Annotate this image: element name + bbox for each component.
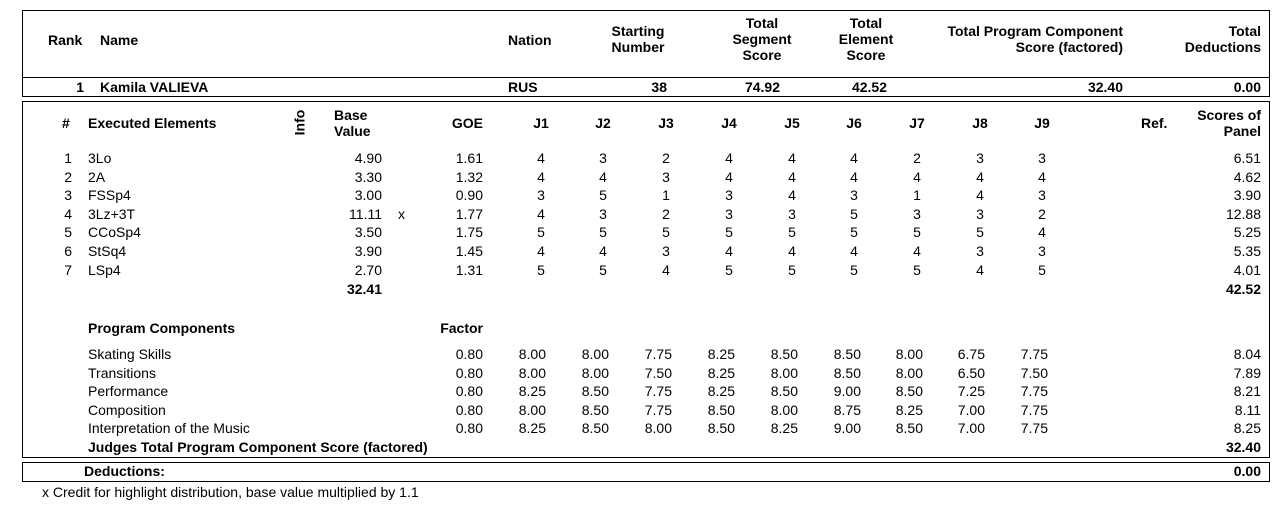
element-judge-score-3: 5 [662,224,670,241]
element-judge-score-3: 1 [662,187,670,204]
component-panel-score: 8.25 [1233,420,1261,437]
element-panel-score: 6.51 [1233,150,1261,166]
skater-total-segment-score: 74.92 [744,79,780,95]
component-judge-score-5: 8.50 [770,383,798,400]
element-judge-score-3: 3 [662,243,670,259]
element-goe: 0.90 [455,187,483,204]
component-factor: 0.80 [455,383,483,400]
element-goe: 1.45 [455,243,483,259]
col-total-element-score-header: Total Element Score [838,15,894,63]
element-judge-score-3: 2 [662,205,670,222]
col-num-header: # [62,115,70,131]
component-judge-score-8: 6.75 [957,346,985,362]
skater-starting-number: 38 [651,79,667,95]
element-num: 5 [64,224,72,241]
element-judge-score-5: 3 [788,205,796,222]
element-judge-score-5: 5 [788,261,796,278]
element-base-value: 3.90 [354,243,382,259]
element-base-value: 4.90 [354,150,382,166]
element-num: 6 [64,243,72,259]
element-judge-score-3: 2 [662,150,670,166]
component-judge-score-5: 8.00 [770,364,798,381]
component-judge-score-4: 8.50 [707,401,735,418]
component-judge-score-8: 6.50 [957,364,985,381]
component-judge-score-5: 8.00 [770,401,798,418]
element-goe: 1.61 [455,150,483,166]
element-judge-score-4: 4 [725,168,733,185]
component-judge-score-3: 7.50 [644,364,672,381]
element-judge-score-2: 5 [599,187,607,204]
component-judge-score-7: 8.50 [895,420,923,437]
element-goe: 1.32 [455,168,483,185]
col-judge-header-1: J1 [533,115,549,131]
elements-total-panel: 42.52 [1225,281,1261,297]
component-judge-score-3: 7.75 [644,401,672,418]
element-judge-score-2: 3 [599,205,607,222]
component-judge-score-1: 8.00 [518,401,546,418]
element-judge-score-2: 4 [599,243,607,259]
col-base-value-header: Base Value [334,107,371,139]
component-factor: 0.80 [455,364,483,381]
element-judge-score-1: 4 [537,205,545,222]
element-judge-score-5: 4 [788,187,796,204]
element-judge-score-1: 4 [537,168,545,185]
component-judge-score-5: 8.50 [770,346,798,362]
col-executed-elements-header: Executed Elements [88,115,217,131]
element-name: CCoSp4 [88,224,141,241]
element-judge-score-8: 3 [976,243,984,259]
element-judge-score-8: 4 [976,187,984,204]
col-judge-header-5: J5 [784,115,800,131]
element-judge-score-7: 4 [913,243,921,259]
element-name: 2A [88,168,106,185]
component-judge-score-2: 8.00 [581,346,609,362]
element-judge-score-5: 4 [788,168,796,185]
element-name: 3Lo [88,150,112,166]
component-factor: 0.80 [455,346,483,362]
component-judge-score-5: 8.25 [770,420,798,437]
element-judge-score-1: 5 [537,224,545,241]
component-judge-score-3: 7.75 [644,346,672,362]
components-total-label: Judges Total Program Component Score (factored) [88,439,428,455]
component-judge-score-4: 8.25 [707,383,735,400]
component-judge-score-7: 8.25 [895,401,923,418]
skater-total-element-score: 42.52 [851,79,887,95]
element-name: 3Lz+3T [88,205,136,222]
element-panel-score: 5.25 [1233,224,1261,241]
footnote: x Credit for highlight distribution, base value multiplied by 1.1 [42,484,419,500]
col-starting-number-header: Starting Number [611,23,665,55]
element-judge-score-1: 4 [537,150,545,166]
element-judge-score-4: 5 [725,224,733,241]
component-judge-score-4: 8.50 [707,420,735,437]
element-goe: 1.31 [455,261,483,278]
components-total-value: 32.40 [1225,439,1261,455]
element-judge-score-7: 1 [913,187,921,204]
element-judge-score-8: 3 [976,205,984,222]
skater-total-pcs: 32.40 [1087,79,1123,95]
component-judge-score-8: 7.25 [957,383,985,400]
component-factor: 0.80 [455,401,483,418]
component-judge-score-6: 8.75 [833,401,861,418]
element-judge-score-7: 3 [913,205,921,222]
component-judge-score-1: 8.00 [518,346,546,362]
element-judge-score-1: 4 [537,243,545,259]
element-judge-score-6: 5 [850,261,858,278]
col-judge-header-8: J8 [972,115,988,131]
element-judge-score-4: 3 [725,187,733,204]
component-judge-score-9: 7.75 [1020,383,1048,400]
component-panel-score: 7.89 [1233,364,1261,381]
col-scores-of-panel-header: Scores of Panel [1197,107,1261,139]
component-judge-score-3: 8.00 [644,420,672,437]
element-name: StSq4 [88,243,127,259]
component-judge-score-6: 8.50 [833,346,861,362]
element-judge-score-4: 4 [725,150,733,166]
element-judge-score-2: 5 [599,224,607,241]
component-judge-score-9: 7.50 [1020,364,1048,381]
element-name: LSp4 [88,261,121,278]
element-judge-score-5: 4 [788,150,796,166]
element-num: 1 [64,150,72,166]
component-judge-score-1: 8.25 [518,383,546,400]
element-base-value: 2.70 [354,261,382,278]
component-judge-score-7: 8.50 [895,383,923,400]
component-judge-score-8: 7.00 [957,420,985,437]
col-judge-header-9: J9 [1034,115,1050,131]
element-judge-score-9: 5 [1038,261,1046,278]
component-judge-score-4: 8.25 [707,364,735,381]
element-judge-score-6: 4 [850,243,858,259]
element-judge-score-5: 5 [788,224,796,241]
elements-total-base-value: 32.41 [346,281,382,297]
element-judge-score-9: 2 [1038,205,1046,222]
element-judge-score-7: 4 [913,168,921,185]
element-judge-score-9: 3 [1038,150,1046,166]
component-judge-score-3: 7.75 [644,383,672,400]
element-judge-score-6: 3 [850,187,858,204]
element-judge-score-4: 3 [725,205,733,222]
component-judge-score-9: 7.75 [1020,346,1048,362]
element-base-value: 3.00 [354,187,382,204]
col-judge-header-4: J4 [721,115,737,131]
component-judge-score-6: 8.50 [833,364,861,381]
component-judge-score-2: 8.50 [581,420,609,437]
element-panel-score: 4.01 [1233,261,1261,278]
col-rank-header: Rank [48,32,83,48]
component-judge-score-2: 8.50 [581,383,609,400]
element-num: 4 [64,205,72,222]
col-judge-header-3: J3 [658,115,674,131]
element-info: x [398,205,405,222]
element-judge-score-4: 5 [725,261,733,278]
col-nation-header: Nation [508,32,552,48]
program-components-title: Program Components [88,320,236,336]
component-judge-score-9: 7.75 [1020,420,1048,437]
element-judge-score-4: 4 [725,243,733,259]
col-name-header: Name [100,32,139,48]
element-judge-score-7: 5 [913,261,921,278]
element-judge-score-8: 5 [976,224,984,241]
col-goe-header: GOE [451,115,483,131]
col-judge-header-7: J7 [909,115,925,131]
element-judge-score-9: 3 [1038,243,1046,259]
element-panel-score: 12.88 [1225,205,1261,222]
element-judge-score-5: 4 [788,243,796,259]
summary-divider [22,77,1270,78]
element-panel-score: 3.90 [1233,187,1261,204]
skater-rank: 1 [76,79,84,95]
component-judge-score-1: 8.00 [518,364,546,381]
element-judge-score-9: 4 [1038,224,1046,241]
element-judge-score-7: 2 [913,150,921,166]
component-panel-score: 8.21 [1233,383,1261,400]
col-judge-header-2: J2 [595,115,611,131]
component-name: Composition [88,401,166,418]
element-goe: 1.77 [455,205,483,222]
col-total-pcs-header: Total Program Component Score (factored) [947,23,1123,55]
element-judge-score-8: 4 [976,261,984,278]
element-goe: 1.75 [455,224,483,241]
element-num: 2 [64,168,72,185]
element-judge-score-6: 5 [850,205,858,222]
component-judge-score-9: 7.75 [1020,401,1048,418]
skater-nation: RUS [508,79,538,95]
element-num: 7 [64,261,72,278]
element-judge-score-1: 3 [537,187,545,204]
component-name: Transitions [88,364,156,381]
skater-name: Kamila VALIEVA [100,79,209,95]
element-base-value: 3.50 [354,224,382,241]
element-judge-score-8: 3 [976,150,984,166]
component-panel-score: 8.04 [1233,346,1261,362]
element-judge-score-8: 4 [976,168,984,185]
component-name: Interpretation of the Music [88,420,250,437]
col-factor-header: Factor [440,320,483,336]
component-judge-score-4: 8.25 [707,346,735,362]
element-judge-score-6: 4 [850,168,858,185]
element-judge-score-9: 3 [1038,187,1046,204]
element-judge-score-9: 4 [1038,168,1046,185]
deductions-value: 0.00 [1233,463,1261,479]
skater-total-deductions: 0.00 [1233,79,1261,95]
component-factor: 0.80 [455,420,483,437]
element-judge-score-3: 4 [662,261,670,278]
component-name: Skating Skills [88,346,172,362]
element-judge-score-6: 4 [850,150,858,166]
element-judge-score-2: 4 [599,168,607,185]
component-judge-score-6: 9.00 [833,420,861,437]
element-judge-score-1: 5 [537,261,545,278]
element-judge-score-6: 5 [850,224,858,241]
element-base-value: 3.30 [354,168,382,185]
deductions-box [22,462,1270,482]
component-judge-score-2: 8.50 [581,401,609,418]
component-judge-score-1: 8.25 [518,420,546,437]
deductions-label: Deductions: [84,463,165,479]
element-judge-score-2: 3 [599,150,607,166]
col-total-segment-score-header: Total Segment Score [732,15,792,63]
element-num: 3 [64,187,72,204]
component-judge-score-6: 9.00 [833,383,861,400]
col-ref-header: Ref. [1141,115,1168,131]
element-panel-score: 4.62 [1233,168,1261,185]
col-info-header: Info [291,109,308,136]
element-panel-score: 5.35 [1233,243,1261,259]
component-name: Performance [88,383,169,400]
col-judge-header-6: J6 [846,115,862,131]
element-judge-score-2: 5 [599,261,607,278]
element-judge-score-3: 3 [662,168,670,185]
element-base-value: 11.11 [349,205,382,222]
col-total-deductions-header: Total Deductions [1184,23,1261,55]
component-judge-score-8: 7.00 [957,401,985,418]
element-name: FSSp4 [88,187,131,204]
component-judge-score-7: 8.00 [895,364,923,381]
element-judge-score-7: 5 [913,224,921,241]
component-judge-score-2: 8.00 [581,364,609,381]
component-judge-score-7: 8.00 [895,346,923,362]
component-panel-score: 8.11 [1234,401,1261,418]
